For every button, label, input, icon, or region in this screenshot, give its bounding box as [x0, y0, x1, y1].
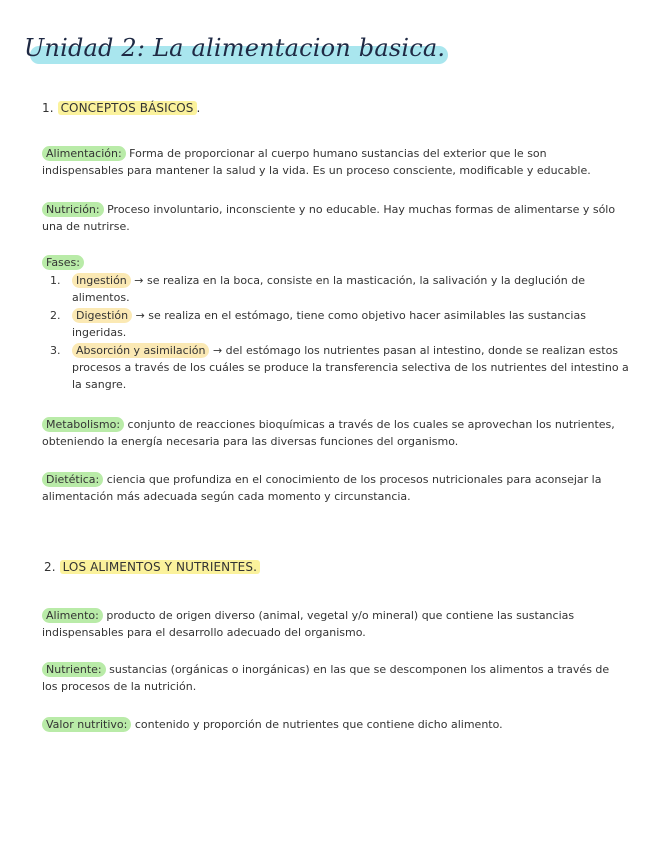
section-1-number: 1.: [42, 101, 54, 115]
section-1-label: CONCEPTOS BÁSICOS: [58, 101, 197, 115]
text-nutricion: Proceso involuntario, inconsciente y no educable. Hay muchas formas de alimentarse y sólo una de nutrirse.: [42, 203, 616, 233]
page-title: Unidad 2: La alimentacion basica.: [24, 34, 446, 62]
phase-text: → del estómago los nutrientes pasan al intestino, donde se realizan estos procesos a través de los cuáles se produce la transferencia selectiva de los nutrientes del intestino a la sangre.: [72, 344, 629, 391]
definition-metabolismo: [42, 416, 627, 450]
section-2-heading: [44, 560, 260, 574]
text-nutriente: sustancias (orgánicas o inorgánicas) en las que se descomponen los alimentos a través de los procesos de la nutrición.: [42, 663, 610, 693]
phase-term: Absorción y asimilación: [72, 343, 209, 358]
text-metabolismo: conjunto de reacciones bioquímicas a través de los cuales se aprovechan los nutrientes, obteniendo la energía necesaria para las diversas funciones del organismo.: [42, 418, 615, 448]
term-alimentacion: Alimentación:: [42, 146, 126, 161]
section-1-dot: .: [196, 101, 201, 115]
phase-term: Digestión: [72, 308, 132, 323]
phases-label: Fases:: [42, 255, 84, 270]
list-item: [50, 342, 630, 393]
term-nutricion: Nutrición:: [42, 202, 104, 217]
phase-text: → se realiza en la boca, consiste en la masticación, la salivación y la deglución de alimentos.: [72, 274, 585, 304]
definition-nutriente: [42, 661, 627, 695]
section-1-heading: [42, 101, 200, 115]
phase-number: 1.: [50, 274, 61, 287]
term-metabolismo: Metabolismo:: [42, 417, 124, 432]
phase-term: Ingestión: [72, 273, 131, 288]
definition-dietetica: [42, 471, 627, 505]
phase-number: 3.: [50, 344, 61, 357]
text-alimento: producto de origen diverso (animal, vegetal y/o mineral) que contiene las sustancias indispensables para el desarrollo adecuado del organismo.: [42, 609, 575, 639]
term-valor-nutritivo: Valor nutritivo:: [42, 717, 131, 732]
list-item: [50, 307, 630, 341]
phase-text: → se realiza en el estómago, tiene como objetivo hacer asimilables las sustancias ingeridas.: [72, 309, 586, 339]
section-2-label: LOS ALIMENTOS Y NUTRIENTES.: [60, 560, 260, 574]
phase-number: 2.: [50, 309, 61, 322]
section-2-number: 2.: [44, 560, 56, 574]
text-dietetica: ciencia que profundiza en el conocimiento de los procesos nutricionales para aconsejar la alimentación más adecuada según cada momento y circunstancia.: [42, 473, 602, 503]
title-block: [24, 34, 445, 62]
text-valor-nutritivo: contenido y proporción de nutrientes que contiene dicho alimento.: [131, 718, 503, 731]
list-item: [50, 272, 630, 306]
term-nutriente: Nutriente:: [42, 662, 106, 677]
definition-alimentacion: [42, 145, 627, 179]
term-alimento: Alimento:: [42, 608, 103, 623]
text-alimentacion: Forma de proporcionar al cuerpo humano sustancias del exterior que le son indispensables para mantener la salud y la vida. Es un proceso consciente, modificable y educable.: [42, 147, 591, 177]
term-dietetica: Dietética:: [42, 472, 103, 487]
definition-alimento: [42, 607, 627, 641]
definition-nutricion: [42, 201, 627, 235]
phases-list: [50, 272, 630, 394]
definition-valor-nutritivo: [42, 716, 627, 733]
phases-label-row: [42, 254, 627, 271]
